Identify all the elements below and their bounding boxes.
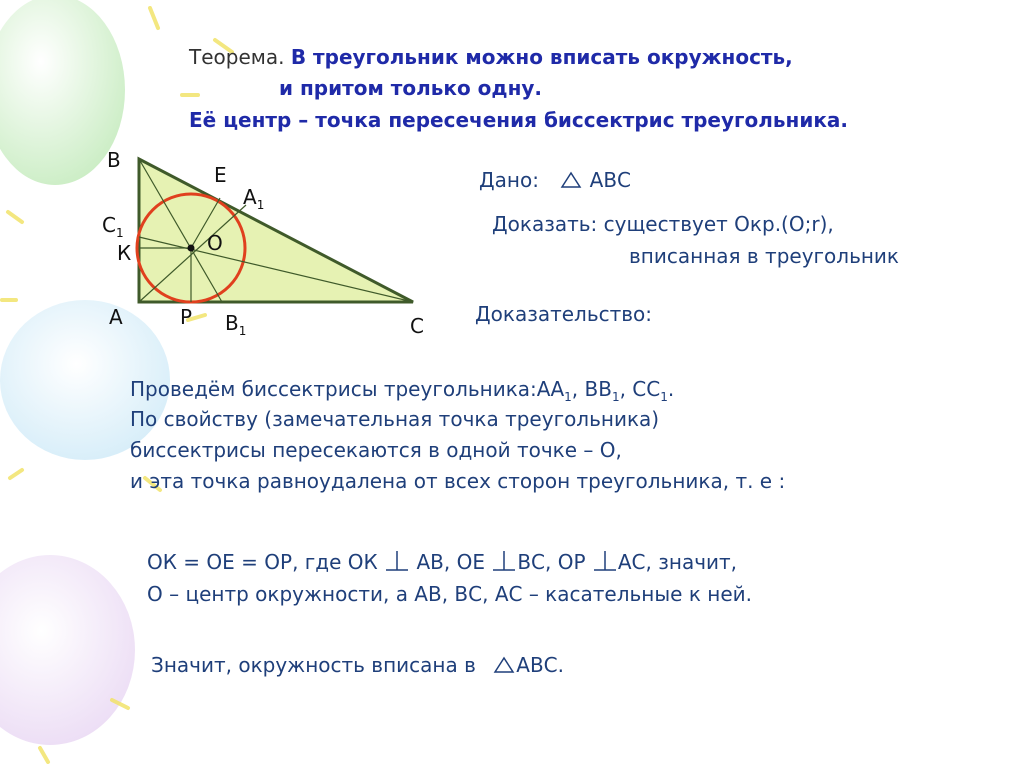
given-label: Дано:: [479, 168, 539, 192]
proof-line1: [130, 375, 674, 404]
label-point-b1-sub: 1: [238, 324, 247, 338]
proof-eq-b: АВ, ОЕ: [416, 550, 485, 574]
prove-text1: существует Окр.(О;r),: [603, 212, 834, 236]
label-point-a1-sub: 1: [256, 198, 265, 212]
triangle-symbol-icon: [559, 171, 583, 189]
proof-conclusion: [151, 651, 564, 680]
triangle-symbol-icon: [492, 656, 516, 674]
proof-eq-c: ВС, ОР: [517, 550, 586, 574]
theorem-line3: Её центр – точка пересечения биссектрис треугольника.: [189, 108, 849, 132]
proof-line1-b: , ВВ: [571, 377, 612, 401]
perpendicular-icon: [491, 550, 517, 572]
label-point-a1-letter: А: [243, 185, 257, 209]
label-vertex-c: С: [410, 314, 424, 338]
proof-line1-sub3: 1: [660, 390, 668, 404]
proof-line1-d: .: [667, 377, 675, 401]
proof-conclusion-b: АВС.: [516, 653, 564, 677]
proof-line2: По свойству (замечательная точка треугольника): [130, 407, 660, 431]
proof-line1-c: , СС: [619, 377, 661, 401]
proof-line4: и эта точка равноудалена от всех сторон треугольника, т. е :: [130, 469, 786, 493]
proof-eq-a: ОК = ОЕ = ОР, где ОК: [147, 550, 378, 574]
theorem-line2: и притом только одну.: [279, 76, 543, 100]
label-vertex-b: В: [107, 148, 121, 172]
prove-label: Доказать:: [492, 212, 598, 236]
proof-line1-a: Проведём биссектрисы треугольника:АА: [130, 377, 565, 401]
label-vertex-a: А: [109, 305, 123, 329]
label-point-k: К: [117, 241, 132, 265]
proof-eq-d: АС, значит,: [617, 550, 738, 574]
label-point-o: О: [207, 231, 223, 255]
label-point-e: Е: [214, 163, 227, 187]
theorem-line1: В треугольник можно вписать окружность,: [290, 45, 793, 69]
proof-equation-line: [147, 548, 737, 577]
label-point-p: Р: [180, 305, 193, 329]
given-triangle: АВС: [589, 168, 632, 192]
prove-text2: вписанная в треугольник: [629, 244, 900, 268]
label-point-b1: [225, 311, 247, 338]
prove-line2: [629, 244, 899, 268]
label-point-b1-letter: В: [225, 311, 239, 335]
given-line: [479, 168, 631, 192]
prove-line1: [492, 212, 834, 236]
proof-line3: биссектрисы пересекаются в одной точке – О,: [130, 438, 622, 462]
theorem-label: Теорема.: [189, 45, 285, 69]
label-point-a1: [243, 185, 265, 212]
proof-line6: О – центр окружности, а АВ, ВС, АС – касательные к ней.: [147, 582, 752, 606]
proof-line1-sub2: 1: [611, 390, 620, 404]
center-point-o: [188, 245, 195, 252]
perpendicular-icon: [384, 550, 410, 572]
proof-label: Доказательство:: [475, 302, 653, 326]
label-point-c1-letter: С: [102, 213, 116, 237]
proof-conclusion-a: Значит, окружность вписана в: [151, 653, 476, 677]
perpendicular-icon: [592, 550, 618, 572]
proof-line1-sub1: 1: [564, 390, 572, 404]
label-point-c1: [102, 213, 124, 240]
label-point-c1-sub: 1: [115, 226, 124, 240]
